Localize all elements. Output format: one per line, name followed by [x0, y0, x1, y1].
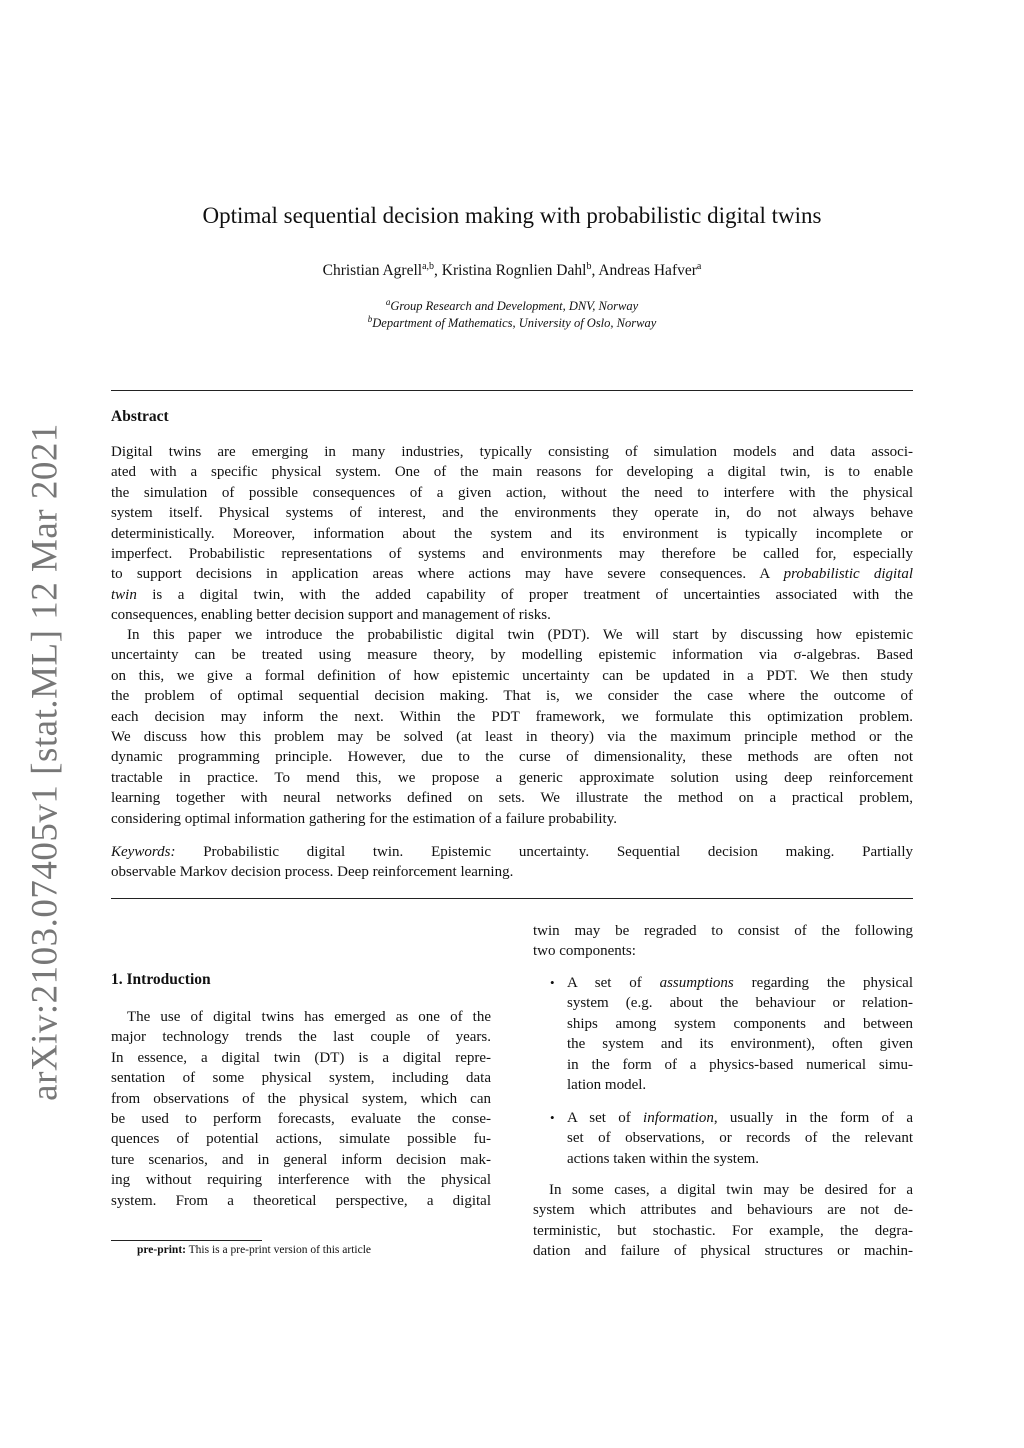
text-line [111, 645, 913, 665]
text-segment: in the form of a physics-based numerical simu- [567, 1056, 913, 1073]
text-line [111, 625, 913, 645]
italic-text: assumptions [659, 975, 734, 991]
affiliation-text: Department of Mathematics, University of Oslo, Norway [372, 316, 657, 331]
author-name: Kristina Rognlien Dahl [441, 262, 587, 280]
text-segment: imperfect. Probabilistic representations of systems and environments may therefore be called for, especially [111, 545, 913, 562]
text-line [111, 686, 913, 706]
affiliation [0, 314, 1024, 331]
text-line [111, 1068, 491, 1088]
text-segment: Probabilistic digital twin. Epistemic uncertainty. Sequential decision making. Partially [175, 844, 913, 860]
text-segment: actions taken within the system. [567, 1150, 760, 1167]
author-separator: , [591, 262, 599, 280]
author-name: Christian Agrell [322, 262, 423, 280]
text-line [111, 1027, 491, 1047]
text-segment: ships among system components and between [567, 1015, 913, 1032]
intro-right-lead [533, 921, 913, 962]
text-segment: to support decisions in application areas where actions may have severe consequences. A [111, 566, 784, 583]
text-line [111, 1191, 491, 1211]
text-segment: the simulation of possible consequences of a given action, without the need to interfere with the physical [111, 484, 913, 501]
text-line [111, 1048, 491, 1068]
text-line [567, 973, 913, 993]
text-line [111, 1170, 491, 1190]
text-segment: regarding the physical [733, 975, 913, 991]
italic-text: probabilistic digital [783, 566, 913, 583]
arxiv-identifier-stamp: arXiv:2103.07405v1 [stat.ML] 12 Mar 2021 [24, 423, 66, 1101]
text-line [567, 1075, 913, 1095]
text-line [567, 993, 913, 1013]
text-segment: A set of [567, 1110, 644, 1126]
affiliation [0, 297, 1024, 314]
text-segment: consequences, enabling better decision support and management of risks. [111, 607, 551, 624]
text-line [111, 707, 913, 727]
text-line [111, 564, 913, 584]
author-name: Andreas Hafver [598, 262, 697, 280]
author-affiliation-mark: a [696, 261, 702, 272]
text-segment: The use of digital twins has emerged as one of the [127, 1009, 491, 1025]
bullet-item-information [567, 1108, 913, 1169]
text-line [111, 544, 913, 564]
text-segment: quences of potential actions, simulate possible fu- [111, 1131, 491, 1148]
text-line [567, 1034, 913, 1054]
text-line [567, 1055, 913, 1075]
footnote-text: This is a pre-print version of this article [185, 1244, 372, 1256]
text-segment: system (e.g. about the behaviour or relation- [567, 995, 913, 1012]
text-line [111, 483, 913, 503]
text-segment: be used to perform forecasts, evaluate the conse- [111, 1110, 491, 1127]
text-line [111, 727, 913, 747]
text-line [111, 862, 913, 882]
text-line [111, 462, 913, 482]
text-line [111, 503, 913, 523]
text-segment: ture scenarios, and in general inform decision mak- [111, 1151, 491, 1168]
keywords [111, 842, 913, 883]
text-segment: lation model. [567, 1076, 647, 1093]
text-segment: In some cases, a digital twin may be desired for a [549, 1182, 913, 1198]
text-segment: twin may be regraded to consist of the following [533, 923, 913, 939]
footnote-label: pre-print: [137, 1244, 186, 1256]
text-segment: , usually in the form of a [713, 1110, 913, 1126]
italic-text: information [643, 1110, 714, 1126]
abstract-top-rule [111, 390, 913, 391]
author-affiliation-mark: a,b [422, 261, 435, 272]
footnote [137, 1244, 371, 1256]
text-line [111, 605, 913, 625]
footnote-rule [111, 1240, 262, 1241]
author-list [0, 261, 1024, 280]
text-segment: system itself. Physical systems of interest, and the environments they operate in, do not always behave [111, 505, 913, 522]
text-segment: on this, we give a formal definition of how epistemic uncertainty can be updated in a PDT. We then study [111, 667, 913, 684]
text-line [111, 1150, 491, 1170]
text-segment: tractable in practice. To mend this, we propose a generic approximate solution using deep reinforcement [111, 769, 913, 786]
affiliation-mark: b [367, 314, 373, 324]
text-segment: from observations of the physical system, which can [111, 1090, 491, 1107]
text-segment: Digital twins are emerging in many industries, typically consisting of simulation models and data associ- [111, 444, 913, 460]
section-heading-introduction: 1. Introduction [111, 971, 211, 988]
text-line [111, 1129, 491, 1149]
text-segment: system. From a theoretical perspective, a digital [111, 1192, 491, 1209]
author-affiliation-mark: b [586, 261, 592, 272]
text-line [111, 666, 913, 686]
affiliation-mark: a [385, 297, 391, 307]
text-line [533, 921, 913, 941]
text-segment: In essence, a digital twin (DT) is a digital repre- [111, 1049, 491, 1066]
text-line [111, 842, 913, 862]
text-segment: ing without requiring interference with the physical [111, 1172, 491, 1189]
author-separator: , [434, 262, 442, 280]
text-line [111, 788, 913, 808]
text-segment: A set of [567, 975, 660, 991]
text-segment: deterministically. Moreover, information about the system and its environment is typically incomplete or [111, 525, 913, 542]
abstract-bottom-rule [111, 898, 913, 899]
paper-title: Optimal sequential decision making with probabilistic digital twins [202, 203, 822, 228]
text-segment: observable Markov decision process. Deep reinforcement learning. [111, 864, 514, 881]
text-segment: system which attributes and behaviours are not de- [533, 1202, 913, 1219]
abstract-paragraph-2 [111, 625, 913, 829]
text-segment: dation and failure of physical structures or machin- [533, 1243, 913, 1260]
text-segment: considering optimal information gathering for the estimation of a failure probability. [111, 810, 617, 827]
text-line [533, 1200, 913, 1220]
text-line [111, 524, 913, 544]
text-segment: each decision may inform the next. Within the PDT framework, we formulate this optimization problem. [111, 708, 913, 725]
text-segment: uncertainty can be treated using measure theory, by modelling epistemic information via σ-algebras. Based [111, 647, 913, 664]
intro-right-paragraph [533, 1180, 913, 1262]
text-segment: major technology trends the last couple of years. [111, 1029, 491, 1046]
text-segment: learning together with neural networks defined on sets. We illustrate the method on a practical problem, [111, 790, 913, 807]
text-line [111, 1089, 491, 1109]
text-line [533, 1221, 913, 1241]
text-segment: the system and its environment), often given [567, 1036, 913, 1053]
text-line [533, 1241, 913, 1261]
text-line [533, 1180, 913, 1200]
text-line [111, 747, 913, 767]
text-segment: We discuss how this problem may be solved (at least in theory) via the maximum principle method or the [111, 728, 913, 745]
text-segment: two components: [533, 943, 636, 960]
text-line [567, 1014, 913, 1034]
text-segment: ated with a specific physical system. One of the main reasons for developing a digital twin, is to enable [111, 464, 913, 481]
intro-left-column [111, 1007, 491, 1211]
bullet-icon: • [550, 975, 555, 990]
text-line [533, 941, 913, 961]
abstract-paragraph-1 [111, 442, 913, 626]
text-line [111, 809, 913, 829]
text-segment: sentation of some physical system, including data [111, 1070, 491, 1087]
text-line [111, 1007, 491, 1027]
abstract-heading: Abstract [111, 408, 169, 425]
text-segment: In this paper we introduce the probabilistic digital twin (PDT). We will start by discussing how epistemic [127, 627, 913, 643]
text-segment: set of observations, or records of the relevant [567, 1130, 913, 1147]
text-segment: dynamic programming principle. However, due to the curse of dimensionality, these methods are often not [111, 749, 913, 766]
text-line [111, 768, 913, 788]
text-segment: the problem of optimal sequential decision making. That is, we consider the case where the outcome of [111, 688, 913, 705]
bullet-icon: • [550, 1110, 555, 1125]
affiliation-text: Group Research and Development, DNV, Norway [390, 299, 639, 314]
text-line [111, 442, 913, 462]
italic-text: Keywords: [111, 844, 176, 860]
text-segment: terministic, but stochastic. For example, the degra- [533, 1222, 913, 1239]
text-line [567, 1128, 913, 1148]
italic-text: twin [111, 586, 137, 603]
text-line [567, 1149, 913, 1169]
text-segment: is a digital twin, with the added capability of proper treatment of uncertainties associated with the [136, 586, 913, 603]
text-line [567, 1108, 913, 1128]
text-line [111, 1109, 491, 1129]
bullet-item-assumptions [567, 973, 913, 1095]
text-line [111, 585, 913, 605]
